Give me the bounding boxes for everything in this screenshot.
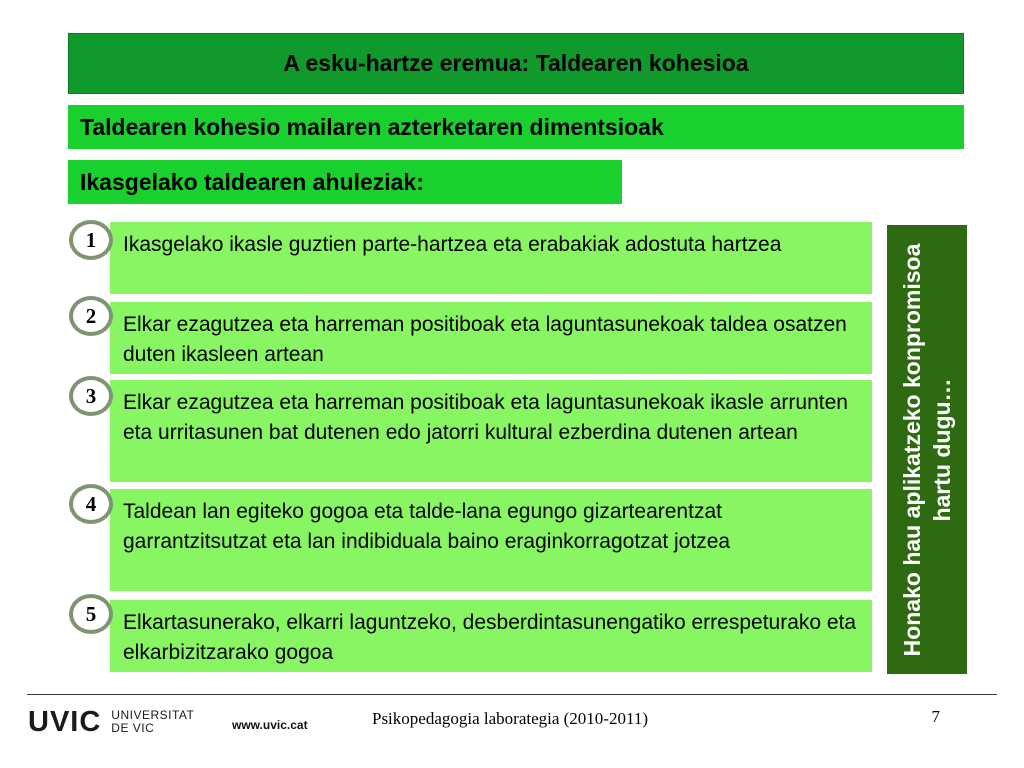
footer-divider [27,694,997,695]
list-item-5: Elkartasunerako, elkarri laguntzeko, desberdintasunengatiko errespeturako eta elkarbizitzarako gogoa [110,600,872,672]
commitment-text: Honako hau aplikatzeko konpromisoa hartu dugu… [899,243,955,656]
section-heading: Ikasgelako taldearen ahuleziak: [68,160,622,204]
page-number: 7 [931,707,940,726]
website-link[interactable]: www.uvic.cat [232,718,308,732]
footer-course-title: Psikopedagogia laborategia (2010-2011) [371,709,649,728]
logo-line-1: UNIVERSITAT [111,708,195,722]
commitment-panel [887,225,967,674]
item-number-5: 5 [69,594,113,634]
slide-subtitle: Taldearen kohesio mailaren azterketaren dimentsioak [68,105,964,149]
university-logo [28,706,194,738]
logo-line-2: DE VIC [111,721,155,735]
list-item-2: Elkar ezagutzea eta harreman positiboak eta laguntasunekoak taldea osatzen duten ikasleen artean [110,302,872,374]
logo-mark: UVIC [28,705,102,738]
list-item-1: Ikasgelako ikasle guztien parte-hartzea eta erabakiak adostuta hartzea [110,222,872,294]
item-number-2: 2 [69,296,113,336]
list-item-3: Elkar ezagutzea eta harreman positiboak eta laguntasunekoak ikasle arrunten eta urritasunen bat dutenen edo jatorri kultural ezberdina dutenen artean [110,380,872,482]
list-item-4: Taldean lan egiteko gogoa eta talde-lana egungo gizartearentzat garrantzitsutzat eta lan indibiduala baino eraginkorragotzat jotzea [110,489,872,591]
item-number-4: 4 [69,484,113,524]
item-number-1: 1 [69,220,113,260]
logo-subtitle [111,709,194,735]
item-number-3: 3 [69,376,113,416]
slide-title: A esku-hartze eremua: Taldearen kohesioa [68,33,964,94]
